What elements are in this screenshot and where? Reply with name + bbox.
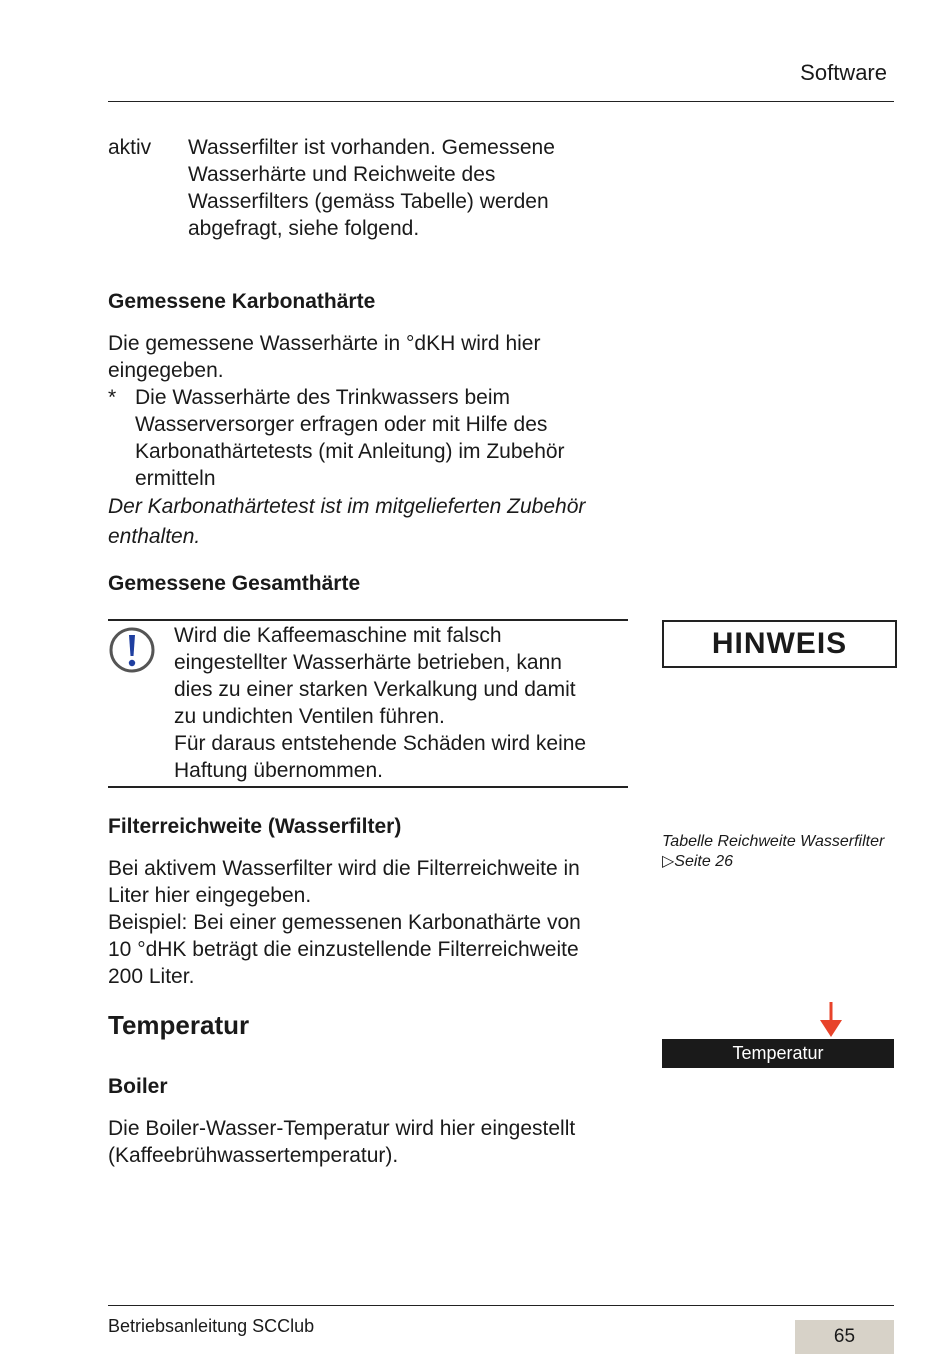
header-rule (108, 101, 894, 102)
karbonat-body (108, 330, 628, 552)
arrow-down-icon (819, 1002, 843, 1043)
page-number: 65 (795, 1320, 894, 1354)
warning-line: Haftung übernommen. (174, 759, 383, 782)
section-heading-filter: Filterreichweite (Wasserfilter) (108, 815, 402, 838)
side-note-line: Tabelle Reichweite Wasserfilter (662, 833, 885, 850)
boiler-body (108, 1115, 628, 1169)
paragraph-line: Die Boiler-Wasser-Temperatur wird hier eingestellt (108, 1117, 576, 1140)
section-heading-karbonat: Gemessene Karbonathärte (108, 290, 376, 313)
paragraph-line: Bei aktivem Wasserfilter wird die Filterreichweite in (108, 857, 580, 880)
italic-note (108, 492, 628, 552)
definition-line: Wasserfilter ist vorhanden. Gemessene (188, 136, 555, 159)
bullet-line: Wasserversorger erfragen oder mit Hilfe des (135, 413, 548, 436)
bullet-line: Die Wasserhärte des Trinkwassers beim (135, 386, 511, 409)
paragraph-line: 200 Liter. (108, 965, 195, 988)
warning-line: Wird die Kaffeemaschine mit falsch (174, 624, 502, 647)
definition-line: Wasserfilters (gemäss Tabelle) werden (188, 190, 549, 213)
bullet-marker: * (108, 386, 117, 409)
hinweis-label: HINWEIS (662, 620, 897, 668)
definition-line: abgefragt, siehe folgend. (188, 217, 420, 240)
bullet-item (108, 384, 628, 492)
definition-text (188, 134, 555, 242)
warning-line: eingestellter Wasserhärte betrieben, kann (174, 651, 562, 674)
side-note (662, 832, 884, 872)
menu-item-temperatur: Temperatur (662, 1039, 894, 1068)
paragraph-line: Beispiel: Bei einer gemessenen Karbonathärte von (108, 911, 581, 934)
paragraph-line: 10 °dHK beträgt die einzustellende Filterreichweite (108, 938, 579, 961)
italic-line: enthalten. (108, 525, 201, 548)
section-heading-boiler: Boiler (108, 1075, 168, 1098)
definition-term: aktiv (108, 136, 152, 159)
warning-bottom-rule (108, 786, 628, 788)
italic-line: Der Karbonathärtetest ist im mitgelieferten Zubehör (108, 495, 586, 518)
filter-body (108, 855, 628, 990)
paragraph-line: Liter hier eingegeben. (108, 884, 312, 907)
page-reference-link[interactable]: ▷Seite 26 (662, 853, 734, 870)
warning-line: Für daraus entstehende Schäden wird keine (174, 732, 587, 755)
section-heading-gesamt: Gemessene Gesamthärte (108, 572, 361, 595)
footer-manual-title: Betriebsanleitung SCClub (108, 1316, 315, 1336)
bullet-line: ermitteln (135, 467, 216, 490)
paragraph-line: Die gemessene Wasserhärte in °dKH wird hier (108, 332, 541, 355)
warning-line: dies zu einer starken Verkalkung und damit (174, 678, 576, 701)
header-title: Software (800, 60, 887, 85)
warning-line: zu undichten Ventilen führen. (174, 705, 445, 728)
warning-text (174, 622, 624, 784)
section-heading-temperatur: Temperatur (108, 1010, 250, 1040)
footer-rule (108, 1305, 894, 1306)
paragraph-line: eingegeben. (108, 359, 224, 382)
exclamation-circle-icon (108, 626, 156, 679)
warning-top-rule (108, 619, 628, 621)
definition-line: Wasserhärte und Reichweite des (188, 163, 496, 186)
bullet-line: Karbonathärtetests (mit Anleitung) im Zubehör (135, 440, 565, 463)
paragraph-line: (Kaffeebrühwassertemperatur). (108, 1144, 399, 1167)
